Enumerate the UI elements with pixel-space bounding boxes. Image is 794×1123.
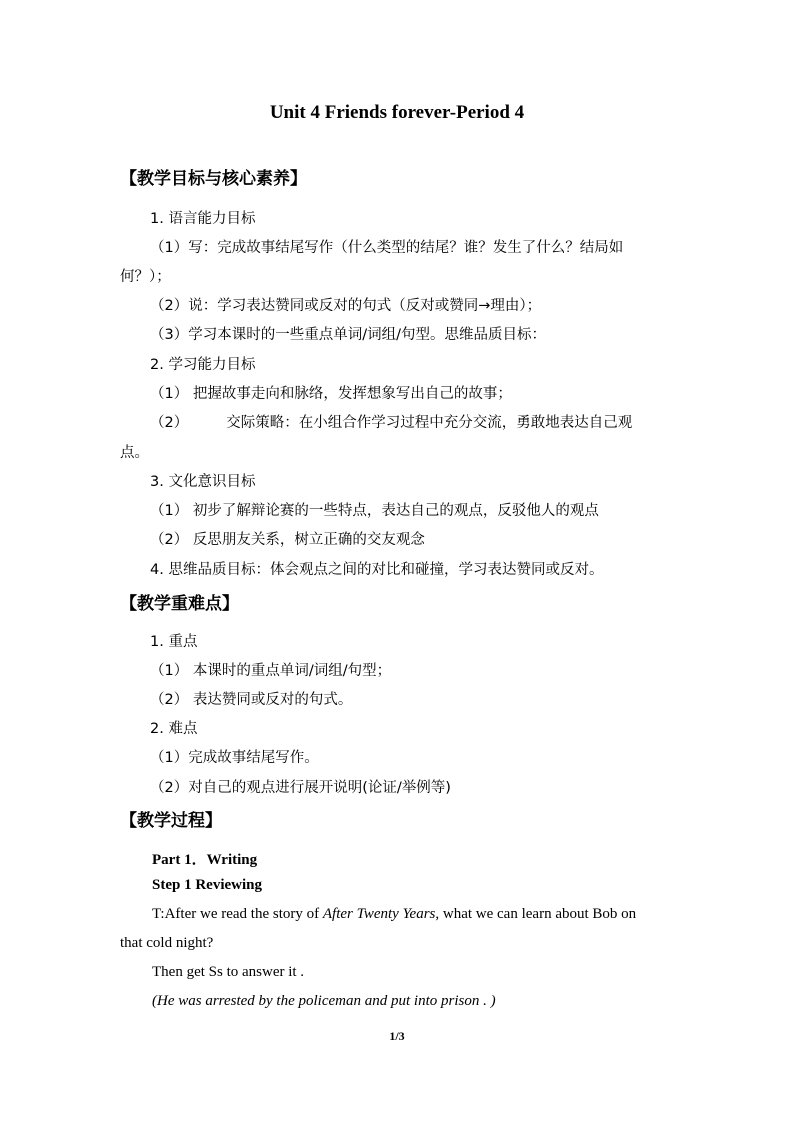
key-point-1-item-2: （2） 表达赞同或反对的句式。 bbox=[150, 692, 353, 708]
objective-3-label: 3. 文化意识目标 bbox=[150, 474, 256, 490]
page-number: 1/3 bbox=[389, 1029, 405, 1043]
key-point-1-label: 1. 重点 bbox=[150, 634, 198, 650]
teacher-question-line-2: that cold night? bbox=[120, 935, 214, 951]
objective-1-item-2: （2）说：学习表达赞同或反对的句式（反对或赞同→理由）； bbox=[150, 298, 542, 314]
objective-3-item-1: （1） 初步了解辩论赛的一些特点，表达自己的观点，反驳他人的观点 bbox=[150, 503, 599, 519]
objective-2-item-1: （1） 把握故事走向和脉络，发挥想象写出自己的故事； bbox=[150, 386, 512, 402]
objective-2-item-2-number: （2） bbox=[150, 415, 189, 431]
objectives-heading: 【教学目标与核心素养】 bbox=[120, 169, 307, 189]
objective-2-item-2-line-2: 点。 bbox=[120, 445, 149, 461]
objective-4: 4. 思维品质目标：体会观点之间的对比和碰撞，学习表达赞同或反对。 bbox=[150, 562, 604, 578]
part-1-label: Part 1．Writing bbox=[152, 852, 258, 868]
story-title: After Twenty Years bbox=[322, 906, 436, 922]
key-points-heading: 【教学重难点】 bbox=[120, 594, 239, 614]
objective-1-item-1-line-1: （1）写：完成故事结尾写作（什么类型的结尾？谁？发生了什么？结局如 bbox=[150, 240, 624, 256]
objective-1-item-3: （3）学习本课时的一些重点单词/词组/句型。思维品质目标： bbox=[150, 327, 546, 343]
objective-1-item-1-line-2: 何？）； bbox=[120, 269, 171, 285]
step-1-label: Step 1 Reviewing bbox=[152, 877, 262, 893]
document-title: Unit 4 Friends forever-Period 4 bbox=[269, 102, 525, 123]
key-point-2-item-2: （2）对自己的观点进行展开说明(论证/举例等) bbox=[150, 780, 451, 796]
teacher-question-line-1: T:After we read the story of After Twenty Years, what we can learn about Bob on bbox=[152, 906, 637, 922]
instruction-line: Then get Ss to answer it . bbox=[152, 964, 305, 980]
objective-1-label: 1. 语言能力目标 bbox=[150, 211, 256, 227]
objective-3-item-2: （2） 反思朋友关系，树立正确的交友观念 bbox=[150, 532, 425, 548]
objective-2-label: 2. 学习能力目标 bbox=[150, 357, 256, 373]
objective-2-item-2-line-1 bbox=[150, 411, 632, 432]
key-point-1-item-1: （1） 本课时的重点单词/词组/句型； bbox=[150, 663, 392, 679]
process-heading: 【教学过程】 bbox=[120, 811, 222, 831]
key-point-2-label: 2. 难点 bbox=[150, 721, 198, 737]
objective-2-item-2-text: 交际策略：在小组合作学习过程中充分交流，勇敢地表达自己观 bbox=[226, 415, 633, 431]
expected-answer: (He was arrested by the policeman and put into prison . ) bbox=[152, 993, 496, 1009]
key-point-2-item-1: （1）完成故事结尾写作。 bbox=[150, 750, 319, 766]
